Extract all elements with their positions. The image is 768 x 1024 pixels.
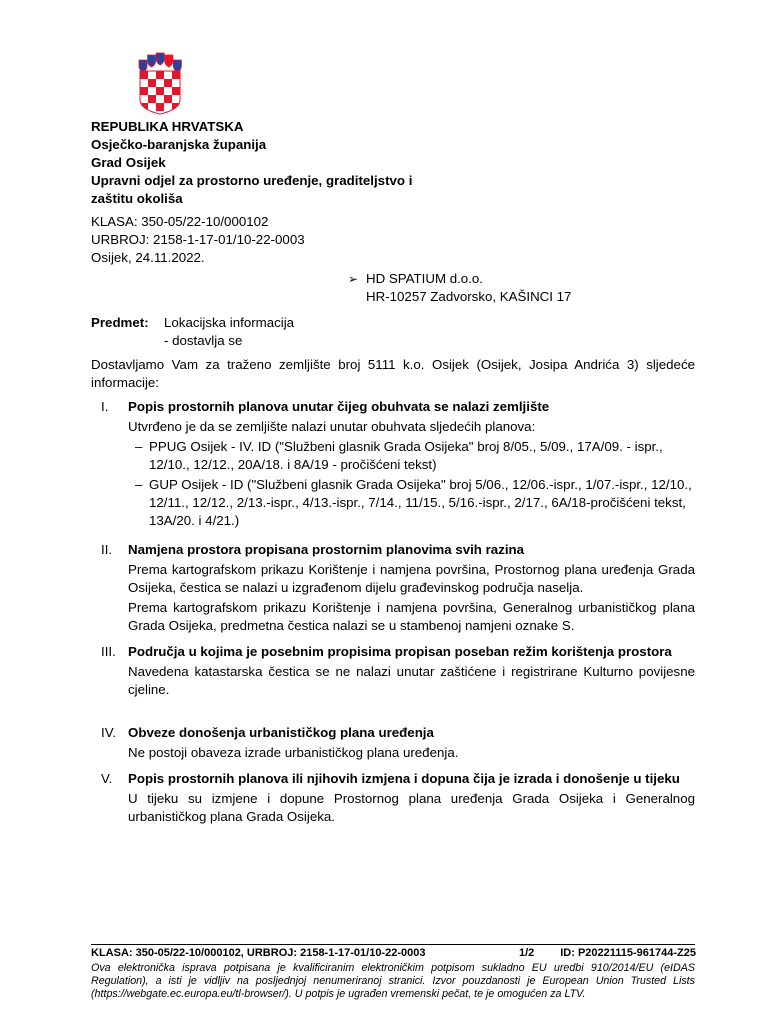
dash-bullet: – (135, 439, 143, 454)
section-iii (91, 643, 695, 699)
section-ii (91, 541, 695, 635)
signature-notice: Ova elektronička isprava potpisana je kvalificiranim elektroničkim potpisom sukladno EU uredbi 910/2014/EU (eIDAS Regulation), a isti je vidljiv na posljednjoj nenumeriranoj stranici. Izvor pouzdanosti je European Union Trusted Lists (https://webgate.ec.europa.eu/tl-browser/). U potpis je ugrađen vremenski pečat, te je omogućen za LTV. (91, 962, 695, 1000)
subject-note: - dostavlja se (164, 333, 243, 348)
recipient-address: HR-10257 Zadvorsko, KAŠINCI 17 (366, 289, 572, 304)
section-iv (91, 724, 695, 762)
section-text: U tijeku su izmjene i dopune Prostornog plana uređenja Grada Osijeka i Generalnog urbanističkog plana Grada Osijeka. (128, 791, 695, 824)
issuer-header (91, 118, 511, 208)
subject-label: Predmet: (91, 315, 149, 330)
section-title: Popis prostornih planova unutar čijeg obuhvata se nalazi zemljište (128, 399, 550, 414)
section-text: Utvrđeno je da se zemljište nalazi unutar obuhvata sljedećih planova: (128, 419, 536, 434)
section-v (91, 770, 695, 826)
section-number: III. (101, 644, 116, 659)
section-number: V. (101, 771, 113, 786)
section-title: Namjena prostora propisana prostornim planovima svih razina (128, 542, 525, 557)
section-number: I. (101, 399, 109, 414)
coat-shield-checkerboard (140, 71, 180, 114)
issuer-department-line1: Upravni odjel za prostorno uređenje, graditeljstvo i (91, 173, 413, 188)
issuer-country: REPUBLIKA HRVATSKA (91, 119, 244, 134)
intro-paragraph: Dostavljamo Vam za traženo zemljište broj 5111 k.o. Osijek (Osijek, Josipa Andrića 3) sljedeće informacije: (91, 357, 695, 390)
dash-bullet: – (135, 477, 143, 492)
footer-reference: KLASA: 350-05/22-10/000102, URBROJ: 2158-1-17-01/10-22-0003 (91, 947, 426, 959)
recipient-name: HD SPATIUM d.o.o. (366, 271, 483, 286)
list-item-text: GUP Osijek - ID ("Službeni glasnik Grada Osijeka" broj 5/06., 12/06.-ispr., 1/07.-ispr., 12/10., 12/11., 12/12., 2/13.-ispr., 4/13.-ispr., 7/14., 11/15., 5/16.-ispr., 2/17., 6A/18-pročišćeni tekst, 13A/20. i 4/21.) (149, 477, 692, 528)
section-title: Popis prostornih planova ili njihovih izmjena i dopuna čija je izrada i donošenje u tijeku (128, 771, 680, 786)
section-number: IV. (101, 725, 117, 740)
croatian-coat-of-arms-icon (136, 50, 184, 118)
place-and-date: Osijek, 24.11.2022. (91, 250, 205, 265)
issuer-department-line2: zaštitu okoliša (91, 191, 183, 206)
urbroj-number: URBROJ: 2158-1-17-01/10-22-0003 (91, 232, 305, 247)
coat-crown (139, 53, 181, 72)
list-item (128, 438, 695, 474)
list-item-text: PPUG Osijek - IV. ID ("Službeni glasnik Grada Osijeka" broj 8/05., 5/09., 17A/09. - ispr., 12/10., 12/12., 20A/18. i 8A/19 - pročišćeni tekst) (149, 439, 663, 472)
document-meta (91, 213, 305, 267)
arrow-bullet-icon: ➢ (348, 272, 359, 286)
issuer-city: Grad Osijek (91, 155, 166, 170)
issuer-county: Osječko-baranjska županija (91, 137, 267, 152)
page-number: 1/2 (519, 947, 535, 959)
section-text: Navedena katastarska čestica se ne nalazi unutar zaštićene i registrirane Kulturno povijesne cjeline. (128, 664, 695, 697)
section-i (91, 398, 695, 530)
section-text: Ne postoji obaveza izrade urbanističkog plana uređenja. (128, 745, 459, 760)
section-text: Prema kartografskom prikazu Korištenje i namjena površina, Generalnog urbanističkog plana Grada Osijeka, predmetna čestica nalazi se u stambenoj namjeni oznake S. (128, 600, 695, 633)
section-title: Područja u kojima je posebnim propisima propisan poseban režim korištenja prostora (128, 644, 672, 659)
subject-title: Lokacijska informacija (164, 315, 295, 330)
section-number: II. (101, 542, 113, 557)
page-footer (91, 944, 695, 1001)
klasa-number: KLASA: 350-05/22-10/000102 (91, 214, 269, 229)
plan-list (128, 438, 695, 530)
document-id: ID: P20221115-961744-Z25 (560, 947, 696, 959)
section-text: Prema kartografskom prikazu Korištenje i namjena površina, Prostornog plana uređenja Grada Osijeka, čestica se nalazi u izgrađenom dijelu građevinskog područja naselja. (128, 562, 695, 595)
section-title: Obveze donošenja urbanističkog plana uređenja (128, 725, 434, 740)
list-item (128, 476, 695, 530)
